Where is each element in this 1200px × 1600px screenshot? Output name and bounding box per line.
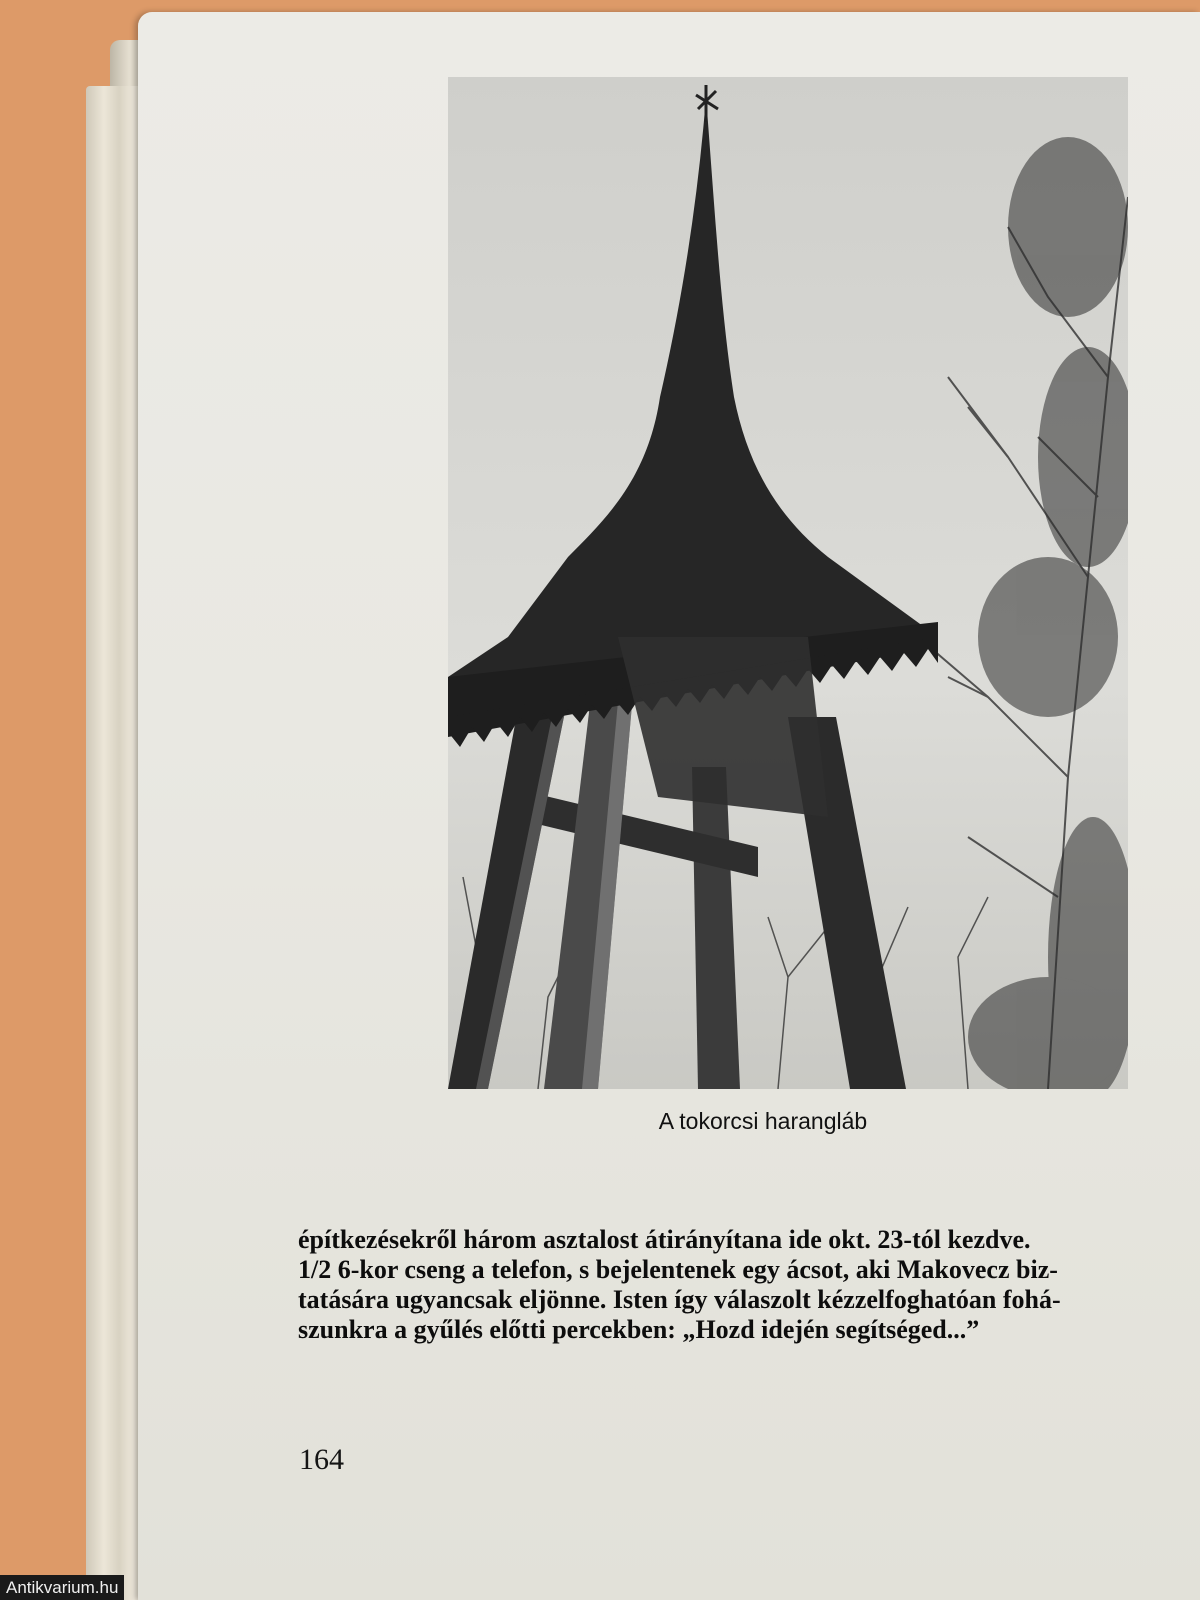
body-text bbox=[298, 1225, 1200, 1345]
bell-tower-photo bbox=[448, 77, 1128, 1089]
body-line: építkezésekről három asztalost átirányítana ide okt. 23-tól kezdve. bbox=[298, 1225, 1031, 1254]
body-line: 1/2 6-kor cseng a telefon, s bejelentenek egy ácsot, aki Makovecz biz- bbox=[298, 1255, 1058, 1284]
page-number: 164 bbox=[299, 1443, 344, 1476]
body-line: szunkra a gyűlés előtti percekben: „Hozd idején segítséged...” bbox=[298, 1315, 980, 1344]
body-line: tatására ugyancsak eljönne. Isten így válaszolt kézzelfoghatóan fohá- bbox=[298, 1285, 1061, 1314]
watermark: Antikvarium.hu bbox=[0, 1575, 124, 1600]
book-page-edges bbox=[86, 86, 146, 1600]
bell-tower-illustration bbox=[448, 77, 1128, 1089]
photo-caption: A tokorcsi harangláb bbox=[658, 1108, 868, 1134]
